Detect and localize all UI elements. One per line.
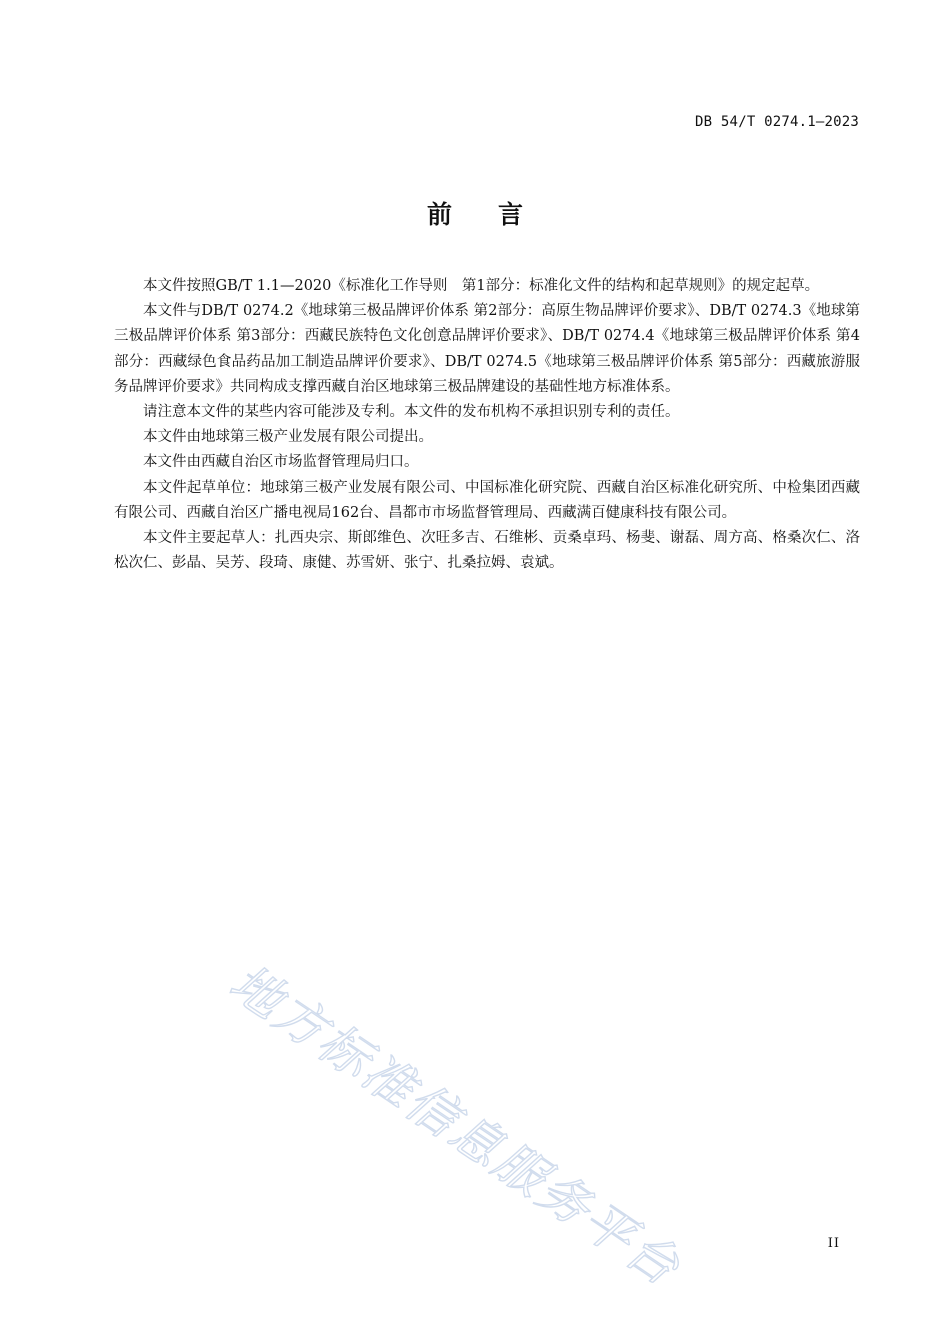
paragraph-patent-notice: 请注意本文件的某些内容可能涉及专利。本文件的发布机构不承担识别专利的责任。 [143,404,680,421]
paragraph-drafting-units: 本文件起草单位：地球第三极产业发展有限公司、中国标准化研究院、西藏自治区标准化研究所、中检集团西藏有限公司、西藏自治区广播电视局162台、昌都市市场监督管理局、西藏满百健康科技有限公司。 [114,479,860,521]
foreword-body [114,274,860,576]
paragraph-drafting-rules: 本文件按照GB/T 1.1—2020《标准化工作导则 第1部分：标准化文件的结构和起草规则》的规定起草。 [143,278,820,294]
page-title: 前言 [426,200,569,229]
paragraph-administrator: 本文件由西藏自治区市场监督管理局归口。 [143,454,419,471]
page-number: II [827,1236,840,1251]
paragraph-proposer: 本文件由地球第三极产业发展有限公司提出。 [143,429,433,446]
document-code: DB 54/T 0274.1—2023 [695,114,859,130]
paragraph-drafters: 本文件主要起草人：扎西央宗、斯郎维色、次旺多吉、石维彬、贡桑卓玛、杨斐、谢磊、周方高、格桑次仁、洛松次仁、彭晶、吴芳、段琦、康健、苏雪妍、张宁、扎桑拉姆、袁斌。 [114,530,860,572]
paragraph-related-standards: 本文件与DB/T 0274.2《地球第三极品牌评价体系 第2部分：高原生物品牌评价要求》、DB/T 0274.3《地球第三极品牌评价体系 第3部分：西藏民族特色文化创意品牌评价要求》、DB/T 0274.4《地球第三极品牌评价体系 第4部分：西藏绿色食品药品加工制造品牌评价要求》、DB/T 0274.5《地球第三极品牌评价体系 第5部分：西藏旅游服务品牌评价要求》共同构成支撑西藏自治区地球第三极品牌建设的基础性地方标准体系。 [114,303,860,395]
watermark: 地方标准信息服务平台 [219,953,692,1298]
